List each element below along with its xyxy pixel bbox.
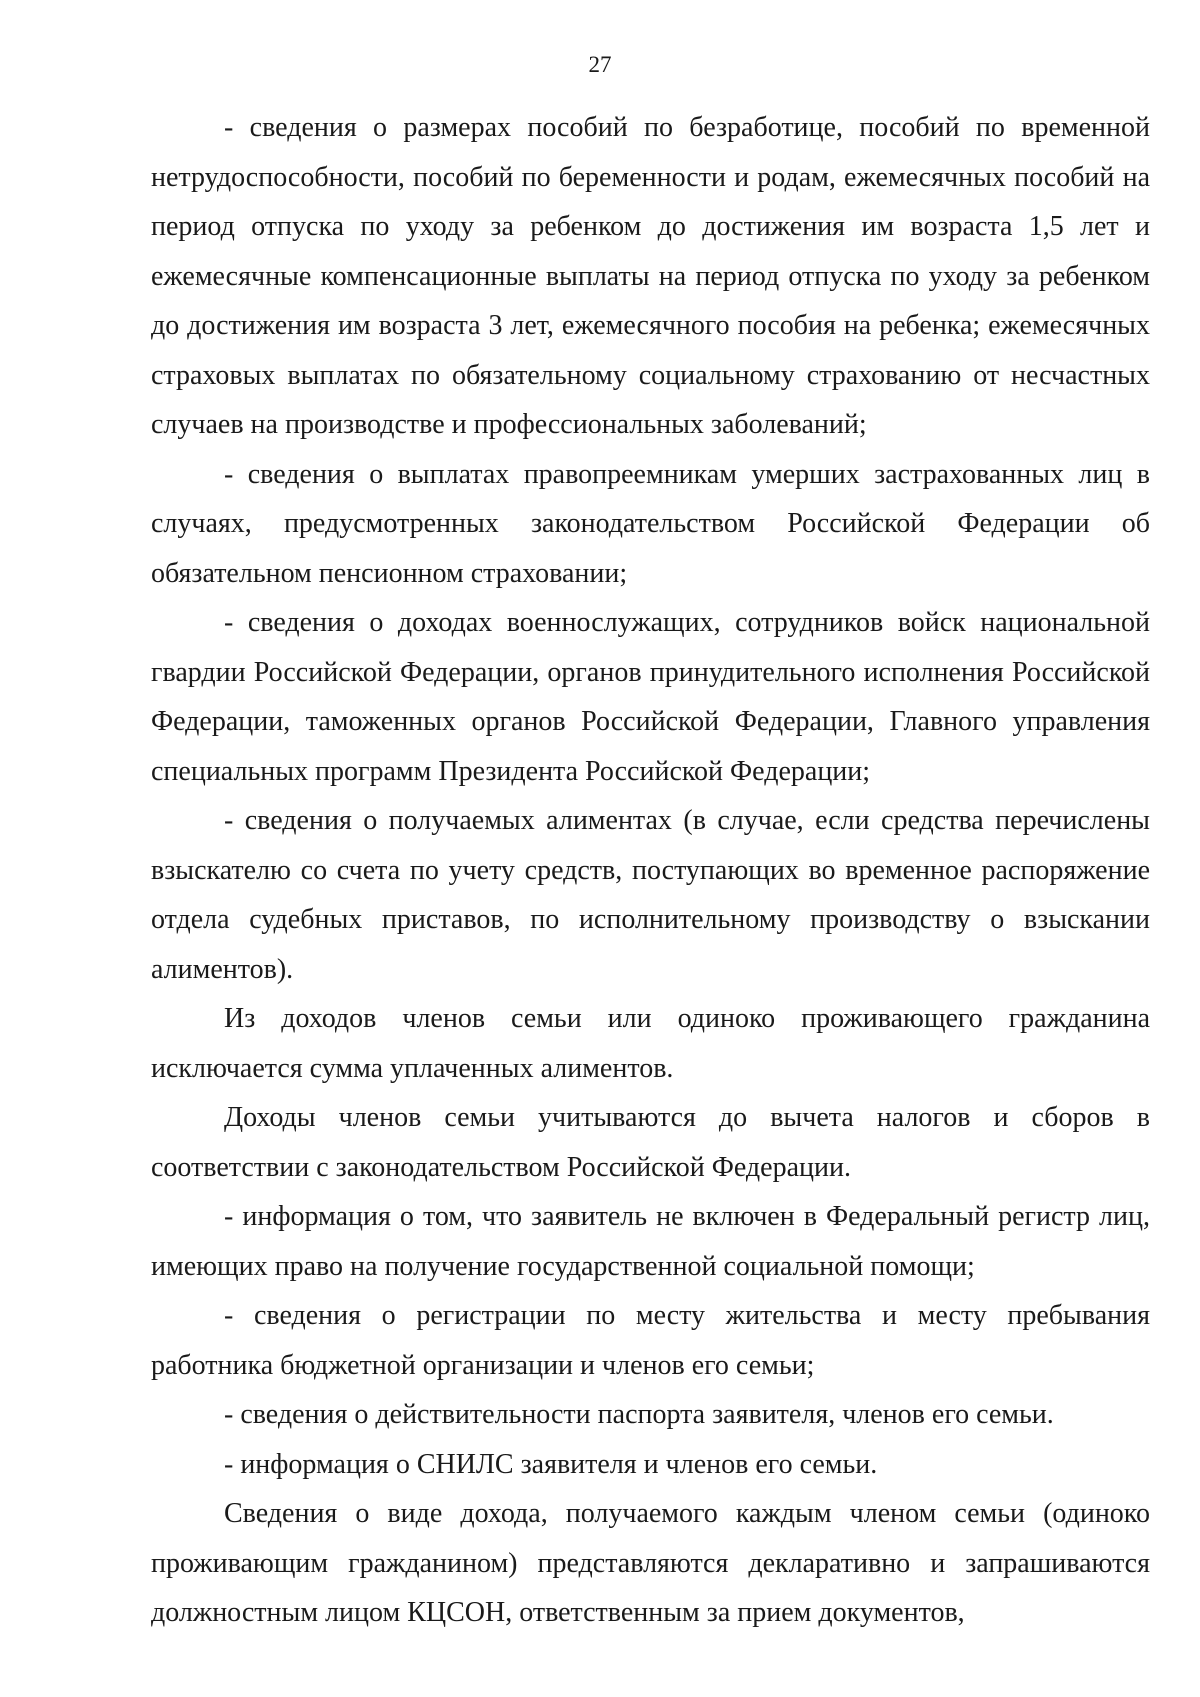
document-body [151, 103, 1150, 1638]
paragraph-income-before-tax: Доходы членов семьи учитываются до вычета налогов и сборов в соответствии с законодательством Российской Федерации. [151, 1102, 1150, 1183]
page-number: 27 [588, 52, 612, 77]
paragraph-snils: - информация о СНИЛС заявителя и членов его семьи. [224, 1448, 878, 1480]
paragraph-passport-validity: - сведения о действительности паспорта заявителя, членов его семьи. [224, 1399, 1054, 1430]
paragraph-successor-payments: - сведения о выплатах правопреемникам умерших застрахованных лиц в случаях, предусмотренных законодательством Российской Федерации об обязательном пенсионном страховании; [151, 458, 1150, 589]
paragraph-alimony-excluded: Из доходов членов семьи или одиноко проживающего гражданина исключается сумма уплаченных алиментов. [151, 1003, 1150, 1084]
paragraph-income-type: Сведения о виде дохода, получаемого каждым членом семьи (одиноко проживающим гражданином) представляются декларативно и запрашиваются должностным лицом КЦСОН, ответственным за прием документов, [151, 1498, 1150, 1628]
paragraph-federal-register: - информация о том, что заявитель не включен в Федеральный регистр лиц, имеющих право на получение государственной социальной помощи; [151, 1201, 1150, 1282]
paragraph-benefits-info: - сведения о размерах пособий по безработице, пособий по временной нетрудоспособности, пособий по беременности и родам, ежемесячных пособий на период отпуска по уходу за ребенком до достижения им возраста 1,5 лет и ежемесячные компенсационные выплаты на период отпуска по уходу за ребенком до достижения им возраста 3 лет, ежемесячного пособия на ребенка; ежемесячных страховых выплатах по обязательному социальному страхованию от несчастных случаев на производстве и профессиональных заболеваний; [151, 112, 1150, 440]
paragraph-alimony-received: - сведения о получаемых алиментах (в случае, если средства перечислены взыскателю со счета по учету средств, поступающих во временное распоряжение отдела судебных приставов, по исполнительному производству о взыскании алиментов). [151, 805, 1150, 985]
paragraph-registration: - сведения о регистрации по месту жительства и месту пребывания работника бюджетной организации и членов его семьи; [151, 1300, 1150, 1381]
paragraph-military-income: - сведения о доходах военнослужащих, сотрудников войск национальной гвардии Российской Федерации, органов принудительного исполнения Российской Федерации, таможенных органов Российской Федерации, Главного управления специальных программ Президента Российской Федерации; [151, 607, 1150, 787]
